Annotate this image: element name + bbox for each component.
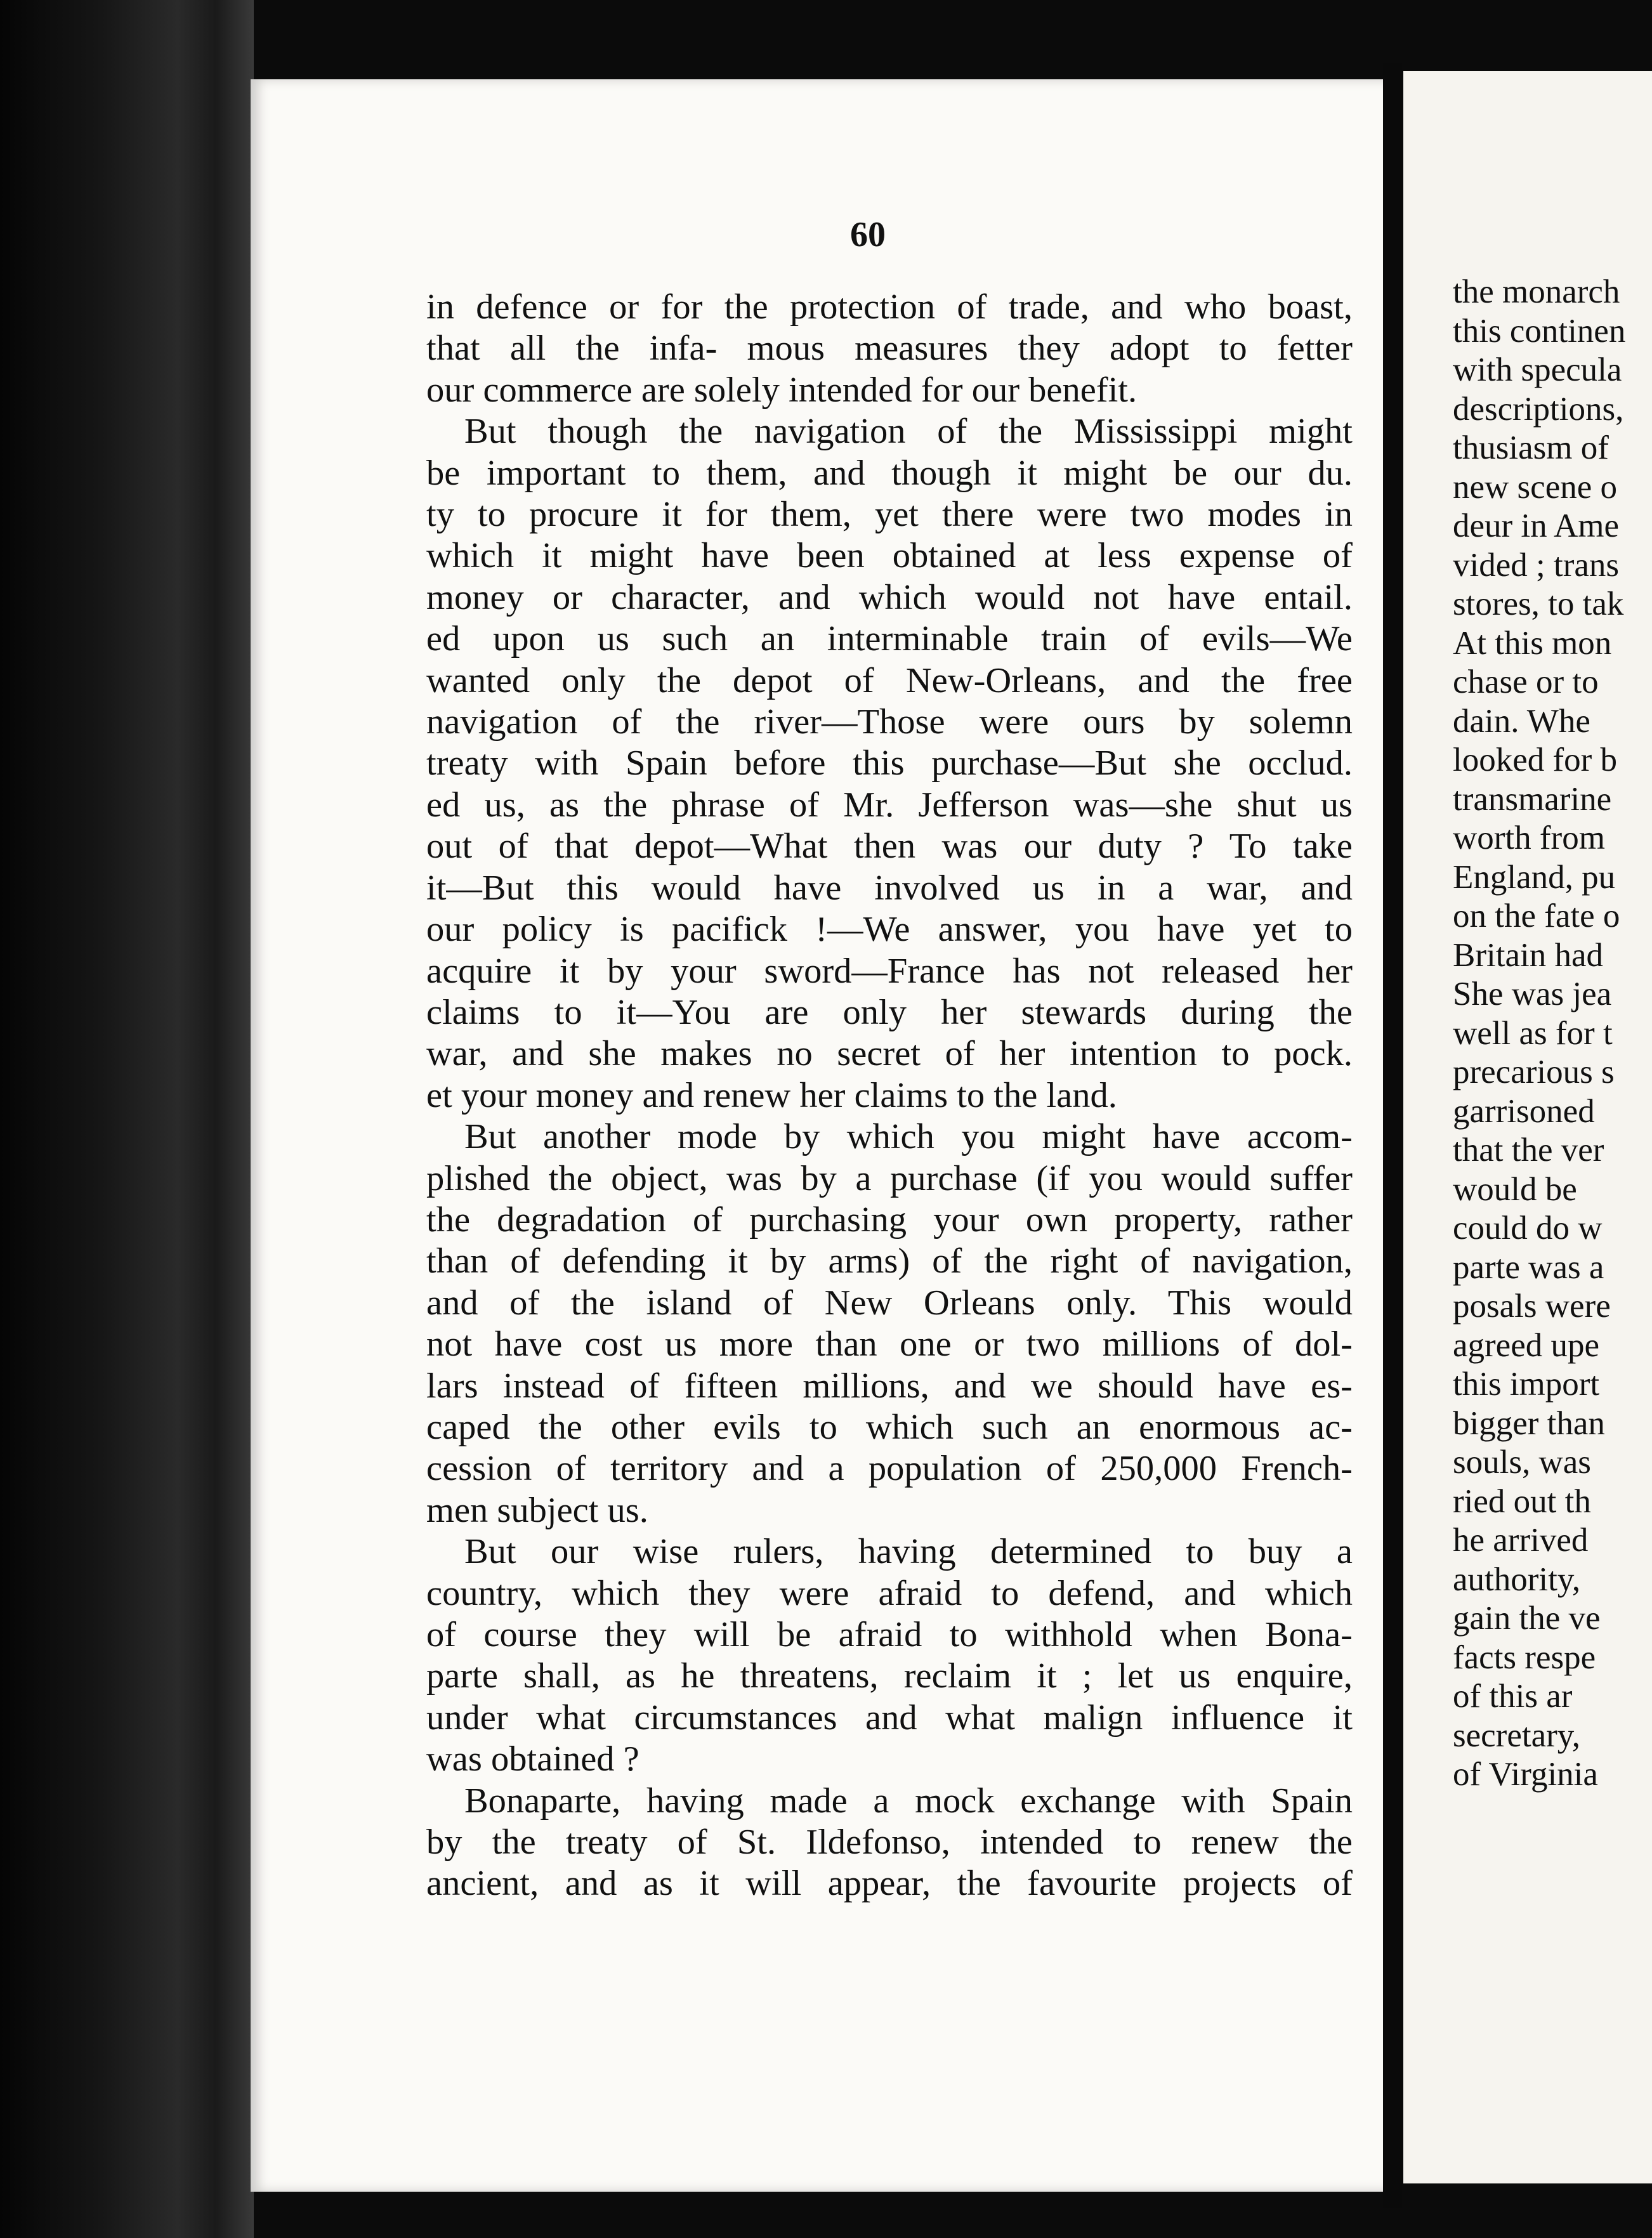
main-text-block [426,287,1353,1905]
facing-text-line: would be [1453,1170,1577,1208]
facing-text-line: bigger than [1453,1404,1605,1442]
text-line: But our wise rulers, having determined to buy a [464,1532,1353,1572]
facing-text-line: this import [1453,1366,1600,1403]
text-line: ancient, and as it will appear, the favourite projects of [426,1864,1353,1904]
facing-text-line: deur in Ame [1453,507,1619,544]
text-line: war, and she makes no secret of her intention to pock. [426,1034,1353,1074]
page-gutter [1383,63,1402,2208]
text-line: money or character, and which would not have entail. [426,577,1353,617]
page-number: 60 [850,215,886,254]
facing-text-line: stores, to tak [1453,586,1624,622]
text-line: navigation of the river—Those were ours by solemn [426,702,1353,742]
text-line: than of defending it by arms) of the right of navigation, [426,1241,1353,1281]
text-line: the degradation of purchasing your own property, rather [426,1200,1353,1240]
facing-text-line: At this mon [1453,624,1612,662]
text-line: wanted only the depot of New-Orleans, and the free [426,660,1353,700]
facing-text-line: facts respe [1453,1639,1596,1676]
facing-text-line: authority, [1453,1561,1581,1598]
facing-text-line: She was jea [1453,976,1612,1012]
facing-text-line: worth from [1453,820,1605,856]
text-line: lars instead of fifteen millions, and we should have es- [426,1366,1353,1406]
text-line: men subject us. [426,1490,648,1530]
facing-text-line: could do w [1453,1210,1603,1247]
facing-text-line: vided ; trans [1453,546,1619,584]
facing-text-line: transmarine [1453,780,1612,818]
text-line: Bonaparte, having made a mock exchange with Spain [464,1781,1353,1821]
text-line: country, which they were afraid to defend, and which [426,1573,1353,1613]
facing-text-line: Britain had [1453,936,1603,974]
book-binding-edge [0,0,254,2238]
facing-page-text-block [1453,273,1652,1795]
text-line: But another mode by which you might have accom- [464,1117,1353,1157]
facing-text-line: looked for b [1453,742,1618,778]
facing-text-line: on the fate o [1453,898,1620,934]
text-line: be important to them, and though it might be our du. [426,453,1353,493]
facing-text-line: he arrived [1453,1522,1589,1559]
text-line: But though the navigation of the Mississippi might [464,412,1353,452]
facing-text-line: souls, was [1453,1444,1591,1481]
text-line: which it might have been obtained at less expense of [426,536,1353,576]
text-line: under what circumstances and what malign influence it [426,1698,1353,1737]
facing-text-line: posals were [1453,1288,1611,1325]
facing-text-line: parte was a [1453,1248,1604,1286]
text-line: it—But this would have involved us in a war, and [426,868,1353,908]
facing-text-line: that the ver [1453,1132,1604,1168]
text-line: plished the object, was by a purchase (if you would suffer [426,1158,1353,1198]
facing-text-line: of Virginia [1453,1756,1598,1793]
text-line: by the treaty of St. Ildefonso, intended to renew the [426,1822,1353,1862]
text-line: and of the island of New Orleans only. This would [426,1283,1353,1323]
facing-text-line: secretary, [1453,1717,1581,1754]
text-line: ty to procure it for them, yet there were two modes in [426,495,1353,535]
facing-text-line: dain. Whe [1453,702,1590,740]
text-line: parte shall, as he threatens, reclaim it ; let us enquire, [426,1656,1353,1696]
text-line: caped the other evils to which such an enormous ac- [426,1407,1353,1447]
text-line: of course they will be afraid to withhold when Bona- [426,1615,1353,1654]
text-line: cession of territory and a population of 250,000 French- [426,1449,1353,1489]
text-line: our commerce are solely intended for our benefit. [426,370,1137,410]
facing-text-line: chase or to [1453,664,1599,700]
facing-text-line: well as for t [1453,1014,1613,1052]
facing-text-line: this continen [1453,312,1626,350]
facing-text-line: thusiasm of [1453,429,1609,466]
facing-text-line: garrisoned [1453,1092,1595,1130]
text-line: our policy is pacifick !—We answer, you have yet to [426,910,1353,950]
facing-text-line: with specula [1453,351,1622,388]
text-line: that all the infa- mous measures they adopt to fetter [426,329,1353,369]
text-line: not have cost us more than one or two millions of dol- [426,1325,1353,1364]
text-line: in defence or for the protection of trade, and who boast, [426,287,1353,327]
facing-text-line: agreed upe [1453,1326,1599,1364]
text-line: was obtained ? [426,1739,639,1779]
text-line: out of that depot—What then was our duty ? To take [426,827,1353,867]
facing-text-line: England, pu [1453,858,1616,896]
facing-text-line: ried out th [1453,1482,1591,1520]
facing-text-line: precarious s [1453,1054,1615,1090]
text-line: treaty with Spain before this purchase—But she occlud. [426,743,1353,783]
text-line: et your money and renew her claims to the land. [426,1075,1117,1115]
facing-text-line: gain the ve [1453,1600,1601,1637]
facing-text-line: of this ar [1453,1678,1573,1715]
facing-text-line: the monarch [1453,273,1620,310]
text-line: acquire it by your sword—France has not released her [426,951,1353,991]
text-line: ed upon us such an interminable train of evils—We [426,619,1353,659]
facing-text-line: descriptions, [1453,390,1624,428]
facing-text-line: new scene o [1453,468,1617,506]
text-line: claims to it—You are only her stewards during the [426,992,1353,1032]
text-line: ed us, as the phrase of Mr. Jefferson was—she shut us [426,785,1353,825]
